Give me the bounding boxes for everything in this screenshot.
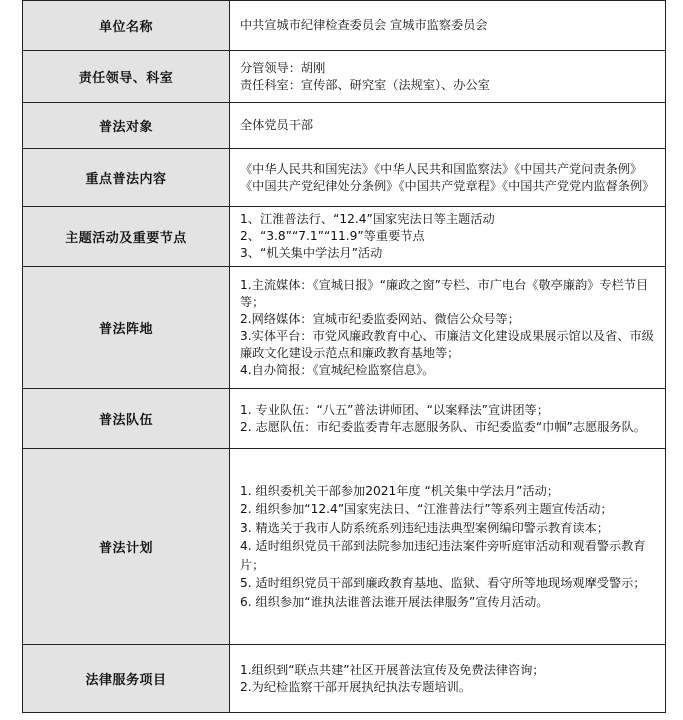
label-target: 普法对象 <box>23 103 230 149</box>
plan-item: 6. 组织参加“谁执法谁普法谁开展法律服务”宣传月活动。 <box>240 594 549 609</box>
value-position <box>230 267 666 389</box>
label-service: 法律服务项目 <box>23 645 230 713</box>
value-target <box>230 103 666 149</box>
row-unit <box>23 1 666 51</box>
position-item: 1.主流媒体：《宣城日报》“廉政之窗”专栏、市广电台《敬亭廉韵》专栏节目等； <box>240 277 649 309</box>
target-line: 全体党员干部 <box>240 118 314 132</box>
law-plan-table <box>22 0 666 713</box>
content-line: 《中华人民共和国宪法》《中华人民共和国监察法》《中国共产党问责条例》《中国共产党纪律处分条例》《中国共产党章程》《中国共产党党内监督条例》 <box>240 161 655 193</box>
plan-item: 2. 组织参加“12.4”国家宪法日、“江淮普法行”等系列主题宣传活动； <box>240 502 613 517</box>
service-item: 2.为纪检监察干部开展执纪执法专题培训。 <box>240 679 472 694</box>
value-leader <box>230 51 666 103</box>
label-unit: 单位名称 <box>23 1 230 51</box>
unit-line: 中共宣城市纪律检查委员会 宣城市监察委员会 <box>240 18 488 32</box>
row-activities <box>23 207 666 267</box>
value-unit <box>230 1 666 51</box>
row-team <box>23 389 666 449</box>
plan-item: 5. 适时组织党员干部到廉政教育基地、监狱、看守所等地现场观摩受警示； <box>240 576 646 591</box>
activity-item: 2、“3.8”“7.1”“11.9”等重要节点 <box>240 229 425 243</box>
position-item: 2.网络媒体：宣城市纪委监委网站、微信公众号等； <box>240 311 520 326</box>
team-item: 2. 志愿队伍：市纪委监委青年志愿服务队、市纪委监委“巾帼”志愿服务队。 <box>240 419 646 434</box>
row-plan <box>23 449 666 645</box>
plan-item: 4. 适时组织党员干部到法院参加违纪违法案件旁听庭审活动和观看警示教育片； <box>240 539 646 572</box>
row-content <box>23 149 666 207</box>
row-leader <box>23 51 666 103</box>
dept-line: 责任科室：宣传部、研究室（法规室）、办公室 <box>240 77 490 92</box>
team-item: 1. 专业队伍：“八五”普法讲师团、“以案释法”宣讲团等； <box>240 402 549 417</box>
value-activities <box>230 207 666 267</box>
label-position: 普法阵地 <box>23 267 230 389</box>
value-plan <box>230 449 666 645</box>
position-item: 4.自办简报：《宣城纪检监察信息》。 <box>240 362 435 377</box>
label-leader: 责任领导、科室 <box>23 51 230 103</box>
leader-line: 分管领导：胡刚 <box>240 60 326 75</box>
row-position <box>23 267 666 389</box>
value-content <box>230 149 666 207</box>
label-activities: 主题活动及重要节点 <box>23 207 230 267</box>
row-service <box>23 645 666 713</box>
service-item: 1.组织到“联点共建”社区开展普法宣传及免费法律咨询； <box>240 662 545 677</box>
activity-item: 3、“机关集中学法月”活动 <box>240 246 383 260</box>
label-content: 重点普法内容 <box>23 149 230 207</box>
label-plan: 普法计划 <box>23 449 230 645</box>
value-team <box>230 389 666 449</box>
label-team: 普法队伍 <box>23 389 230 449</box>
value-service <box>230 645 666 713</box>
row-target <box>23 103 666 149</box>
plan-item: 1. 组织委机关干部参加2021年度 “机关集中学法月”活动； <box>240 483 559 498</box>
plan-item: 3. 精选关于我市人防系统系列违纪违法典型案例编印警示教育读本； <box>240 520 609 535</box>
position-item: 3.实体平台：市党风廉政教育中心、市廉洁文化建设成果展示馆以及省、市级廉政文化建设示范点和廉政教育基地等； <box>240 328 654 360</box>
activity-item: 1、江淮普法行、“12.4”国家宪法日等主题活动 <box>240 212 495 226</box>
